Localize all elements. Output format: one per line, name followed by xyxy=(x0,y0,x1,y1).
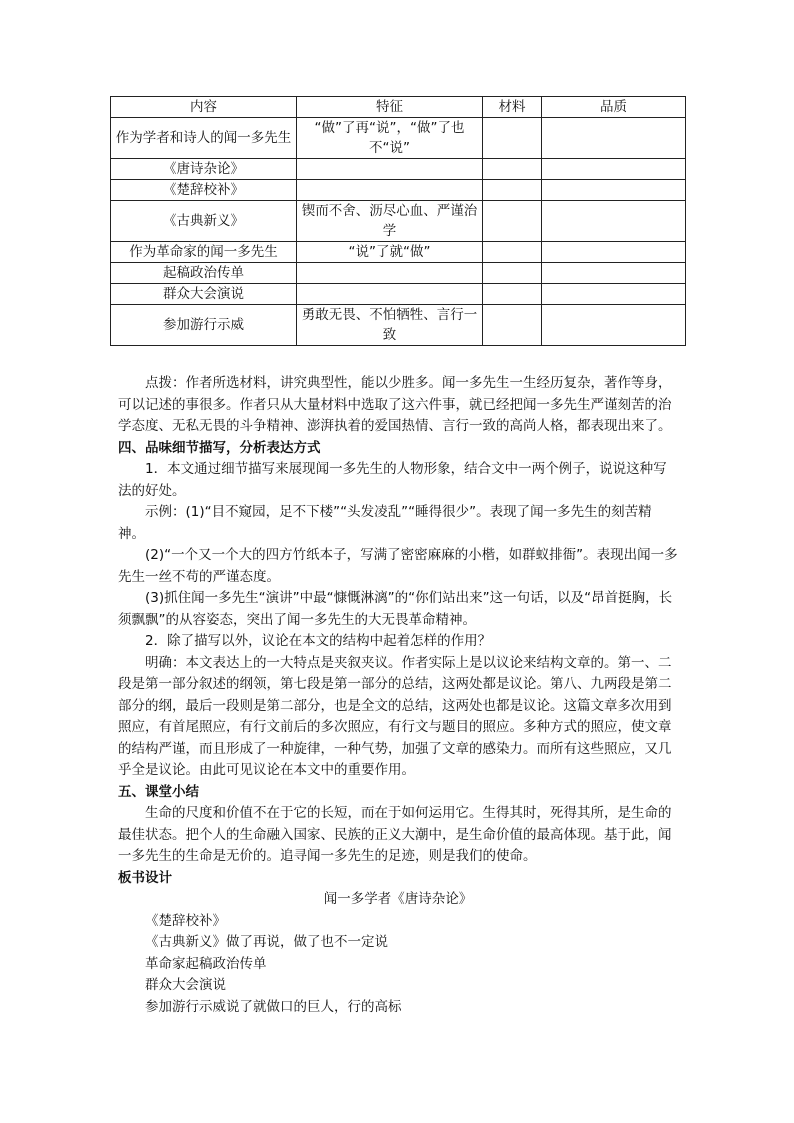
header-material: 材料 xyxy=(483,97,542,118)
board-design-heading: 板书设计 xyxy=(118,869,172,886)
cell-material xyxy=(483,242,542,263)
cell-content: 作为革命家的闻一多先生 xyxy=(111,242,297,263)
cell-quality xyxy=(542,159,686,180)
board-line: 参加游行示威说了就做口的巨人，行的高标 xyxy=(145,998,402,1015)
cell-quality xyxy=(542,263,686,284)
content-table xyxy=(110,96,686,346)
cell-content: 《唐诗杂论》 xyxy=(111,159,297,180)
cell-material xyxy=(483,201,542,242)
table-row xyxy=(111,180,686,201)
cell-content: 作为学者和诗人的闻一多先生 xyxy=(111,118,297,159)
cell-feature xyxy=(297,159,483,180)
cell-feature xyxy=(297,180,483,201)
cell-content: 起稿政治传单 xyxy=(111,263,297,284)
cell-content: 《楚辞校补》 xyxy=(111,180,297,201)
cell-quality xyxy=(542,305,686,346)
cell-content: 参加游行示威 xyxy=(111,305,297,346)
board-line: 革命家起稿政治传单 xyxy=(145,955,267,972)
body-text xyxy=(118,373,678,1018)
board-line: 《楚辞校补》 xyxy=(145,912,226,929)
summary-paragraph: 生命的尺度和价值不在于它的长短，而在于如何运用它。生得其时，死得其所，是生命的最佳状态。把个人的生命融入国家、民族的正义大潮中，是生命价值的最高体现。基于此，闻一多先生的生命是无价的。追寻闻一多先生的足迹，则是我们的使命。 xyxy=(118,805,672,864)
table-row xyxy=(111,201,686,242)
header-content: 内容 xyxy=(111,97,297,118)
cell-feature: “做”了再“说”，“做”了也不“说” xyxy=(297,118,483,159)
answer-2: 明确：本文表达上的一大特点是夹叙夹议。作者实际上是以议论来结构文章的。第一、二段是第一部分叙述的纲领，第七段是第一部分的总结，这两处都是议论。第八、九两段是第二部分的纲，最后一段则是第二部分，也是全文的总结，这两处也都是议论。这篇文章多次用到照应，有首尾照应，有行文前后的多次照应，有行文与题目的照应。多种方式的照应，使文章的结构严谨，而且形成了一种旋律，一种气势，加强了文章的感染力。而所有这些照应，又几乎全是议论。由此可见议论在本文中的重要作用。 xyxy=(118,654,672,778)
example-2: (2)“一个又一个大的四方竹纸本子，写满了密密麻麻的小楷，如群蚁排衙”。表现出闻一多先生一丝不苟的严谨态度。 xyxy=(118,547,678,585)
cell-content: 群众大会演说 xyxy=(111,284,297,305)
cell-material xyxy=(483,263,542,284)
cell-feature: 锲而不舍、沥尽心血、严谨治学 xyxy=(297,201,483,242)
cell-quality xyxy=(542,180,686,201)
table-row xyxy=(111,305,686,346)
cell-quality xyxy=(542,242,686,263)
question-2: 2．除了描写以外，议论在本文的结构中起着怎样的作用？ xyxy=(145,633,492,649)
question-1: 1．本文通过细节描写来展现闻一多先生的人物形象，结合文中一两个例子，说说这种写法的好处。 xyxy=(118,461,667,499)
table-row xyxy=(111,263,686,284)
cell-feature xyxy=(297,263,483,284)
cell-material xyxy=(483,118,542,159)
board-line: 《古典新义》做了再说，做了也不一定说 xyxy=(145,934,388,950)
table-row xyxy=(111,242,686,263)
cell-content: 《古典新义》 xyxy=(111,201,297,242)
cell-feature: 勇敢无畏、不怕牺牲、言行一致 xyxy=(297,305,483,346)
example-1: 示例：(1)“目不窥园，足不下楼”“头发凌乱”“睡得很少”。表现了闻一多先生的刻苦精神。 xyxy=(118,504,652,542)
section-4-heading: 四、品味细节描写，分析表达方式 xyxy=(118,439,321,456)
table-row xyxy=(111,159,686,180)
header-feature: 特征 xyxy=(297,97,483,118)
table-row xyxy=(111,284,686,305)
cell-material xyxy=(483,180,542,201)
board-title: 闻一多学者《唐诗杂论》 xyxy=(323,891,473,907)
table-header-row xyxy=(111,97,686,118)
example-3: (3)抓住闻一多先生“演讲”中最“慷慨淋漓”的“你们站出来”这一句话，以及“昂首挺胸，长须飘飘”的从容姿态，突出了闻一多先生的大无畏革命精神。 xyxy=(118,590,673,628)
header-quality: 品质 xyxy=(542,97,686,118)
cell-material xyxy=(483,159,542,180)
cell-quality xyxy=(542,201,686,242)
cell-feature: “说”了就“做” xyxy=(297,242,483,263)
cell-quality xyxy=(542,118,686,159)
cell-material xyxy=(483,305,542,346)
note-paragraph: 点拨：作者所选材料，讲究典型性，能以少胜多。闻一多先生一生经历复杂，著作等身，可以记述的事很多。作者只从大量材料中选取了这六件事，就已经把闻一多先生严谨刻苦的治学态度、无私无畏的斗争精神、澎湃执着的爱国热情、言行一致的高尚人格，都表现出来了。 xyxy=(118,375,672,434)
cell-material xyxy=(483,284,542,305)
table-row xyxy=(111,118,686,159)
cell-feature xyxy=(297,284,483,305)
section-5-heading: 五、课堂小结 xyxy=(118,783,199,800)
cell-quality xyxy=(542,284,686,305)
board-line: 群众大会演说 xyxy=(145,977,226,993)
